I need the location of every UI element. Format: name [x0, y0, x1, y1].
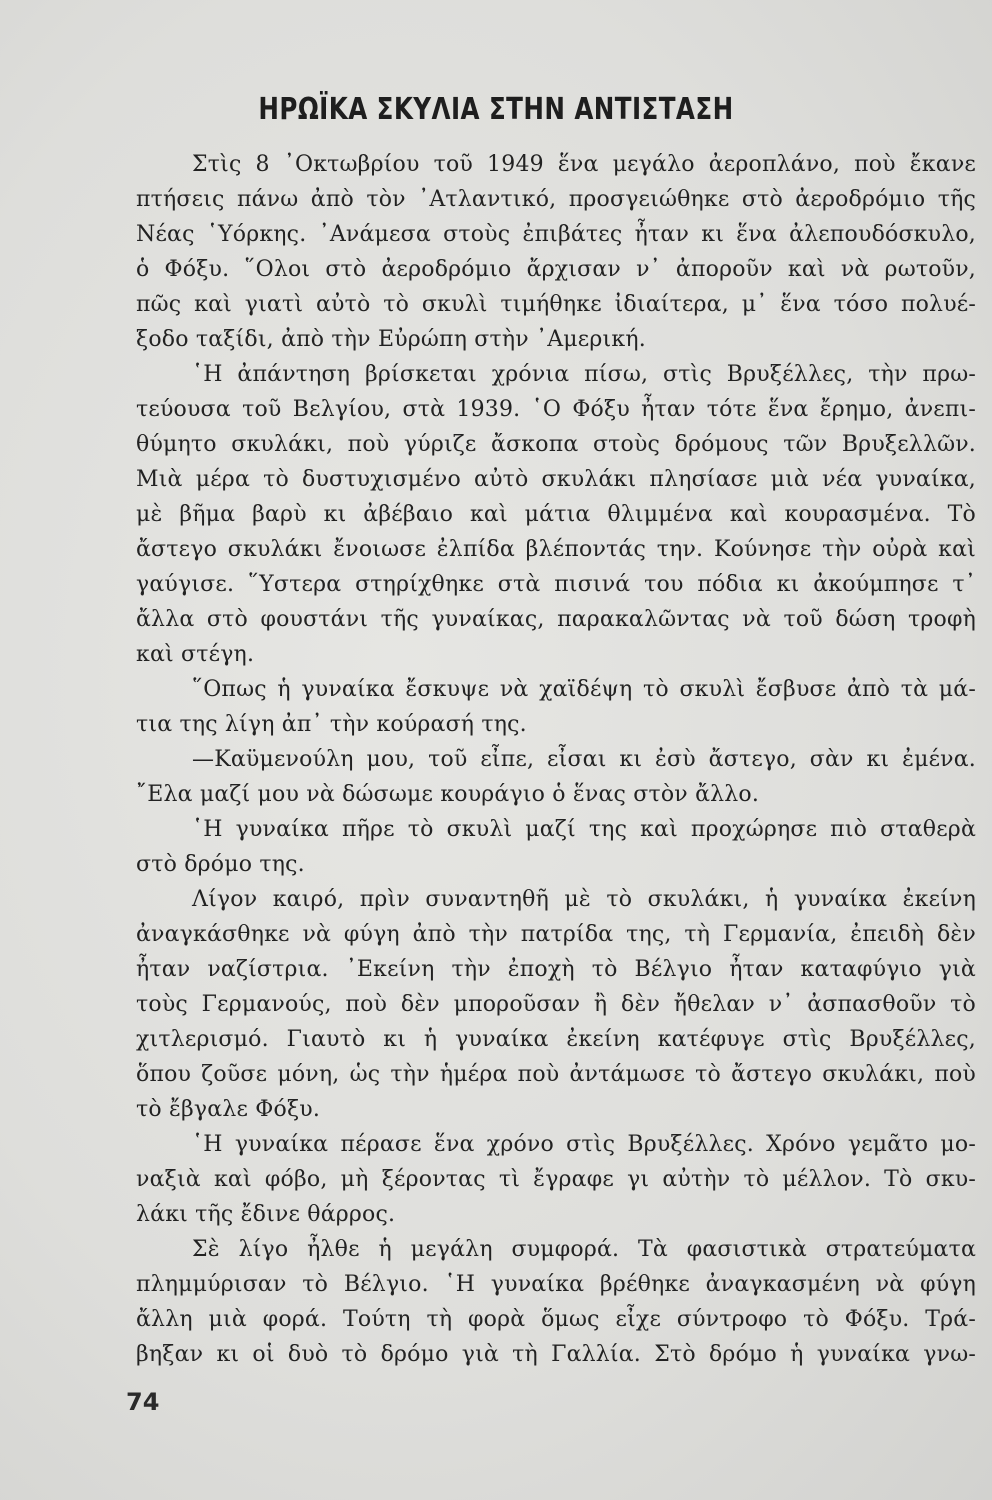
text-line: γαύγισε. ῞Υστερα στηρίχθηκε στὰ πισινά του πόδια κι ἀκούμπησε τ᾿ — [136, 572, 976, 597]
text-line: πλημμύρισαν τὸ Βέλγιο. ῾Η γυναίκα βρέθηκε ἀναγκασμένη νὰ φύγη — [136, 1272, 976, 1297]
text-line: τοὺς Γερμανούς, ποὺ δὲν μποροῦσαν ἢ δὲν ἤθελαν ν᾿ ἀσπασθοῦν τὸ — [136, 992, 976, 1017]
text-line: βηξαν κι οἱ δυὸ τὸ δρόμο γιὰ τὴ Γαλλία. Στὸ δρόμο ἡ γυναίκα γνω- — [136, 1342, 976, 1367]
text-line: καὶ στέγη. — [136, 642, 255, 667]
body-text — [136, 147, 976, 1372]
text-line: Σὲ λίγο ἦλθε ἡ μεγάλη συμφορά. Τὰ φασιστικὰ στρατεύματα — [192, 1237, 976, 1262]
text-line: ῎Ελα μαζί μου νὰ δώσωμε κουράγιο ὁ ἕνας στὸν ἄλλο. — [136, 782, 760, 807]
text-line: χιτλερισμό. Γιαυτὸ κι ἡ γυναίκα ἐκείνη κατέφυγε στὶς Βρυξέλλες, — [136, 1027, 976, 1052]
text-line: ἦταν ναζίστρια. ᾿Εκείνη τὴν ἐποχὴ τὸ Βέλγιο ἦταν καταφύγιο γιὰ — [136, 957, 976, 982]
text-line: Μιὰ μέρα τὸ δυστυχισμένο αὐτὸ σκυλάκι πλησίασε μιὰ νέα γυναίκα, — [136, 467, 976, 492]
text-line: Νέας ῾Υόρκης. ᾿Ανάμεσα στοὺς ἐπιβάτες ἦταν κι ἕνα ἀλεπουδόσκυλο, — [136, 222, 976, 247]
text-line: ἄστεγο σκυλάκι ἔνοιωσε ἐλπίδα βλέποντάς την. Κούνησε τὴν οὐρὰ καὶ — [136, 537, 976, 562]
text-line: ἄλλη μιὰ φορά. Τούτη τὴ φορὰ ὅμως εἶχε σύντροφο τὸ Φόξυ. Τρά- — [136, 1307, 976, 1332]
text-line: τεύουσα τοῦ Βελγίου, στὰ 1939. ῾Ο Φόξυ ἦταν τότε ἕνα ἔρημο, ἀνεπι- — [136, 397, 976, 422]
text-line: ναξιὰ καὶ φόβο, μὴ ξέροντας τὶ ἔγραφε γι αὐτὴν τὸ μέλλον. Τὸ σκυ- — [136, 1167, 976, 1192]
text-line: πῶς καὶ γιατὶ αὐτὸ τὸ σκυλὶ τιμήθηκε ἰδιαίτερα, μ᾿ ἕνα τόσο πολυέ- — [136, 292, 976, 317]
text-line: μὲ βῆμα βαρὺ κι ἀβέβαιο καὶ μάτια θλιμμένα καὶ κουρασμένα. Τὸ — [136, 502, 976, 527]
text-line: ξοδο ταξίδι, ἀπὸ τὴν Εὐρώπη στὴν ᾿Αμερική. — [136, 327, 646, 352]
text-line: ῞Οπως ἡ γυναίκα ἔσκυψε νὰ χαϊδέψη τὸ σκυλὶ ἔσβυσε ἀπὸ τὰ μά- — [192, 677, 976, 702]
text-line: Λίγον καιρό, πρὶν συναντηθῆ μὲ τὸ σκυλάκι, ἡ γυναίκα ἐκείνη — [192, 887, 976, 912]
text-line: Στὶς 8 ᾿Οκτωβρίου τοῦ 1949 ἕνα μεγάλο ἀεροπλάνο, ποὺ ἔκανε — [192, 152, 976, 177]
page-number: 74 — [126, 1388, 160, 1416]
text-line: ῾Η γυναίκα πέρασε ἕνα χρόνο στὶς Βρυξέλλες. Χρόνο γεμᾶτο μο- — [192, 1132, 976, 1157]
text-line: ἄλλα στὸ φουστάνι τῆς γυναίκας, παρακαλῶντας νὰ τοῦ δώση τροφὴ — [136, 607, 976, 632]
text-line: λάκι τῆς ἔδινε θάρρος. — [136, 1202, 396, 1227]
text-line: τια της λίγη ἀπ᾿ τὴν κούρασή της. — [136, 712, 527, 737]
text-line: πτήσεις πάνω ἀπὸ τὸν ᾿Ατλαντικό, προσγειώθηκε στὸ ἀεροδρόμιο τῆς — [136, 187, 976, 212]
chapter-title: ΗΡΩΪΚΑ ΣΚΥΛΙΑ ΣΤΗΝ ΑΝΤΙΣΤΑΣΗ — [258, 92, 734, 127]
text-line: στὸ δρόμο της. — [136, 852, 305, 877]
text-line: ῾Η γυναίκα πῆρε τὸ σκυλὶ μαζί της καὶ προχώρησε πιὸ σταθερὰ — [192, 817, 976, 842]
text-line: θύμητο σκυλάκι, ποὺ γύριζε ἄσκοπα στοὺς δρόμους τῶν Βρυξελλῶν. — [136, 432, 976, 457]
text-line: τὸ ἔβγαλε Φόξυ. — [136, 1097, 321, 1122]
text-line: —Καϋμενούλη μου, τοῦ εἶπε, εἶσαι κι ἐσὺ ἄστεγο, σὰν κι ἐμένα. — [192, 747, 976, 772]
text-line: ῾Η ἀπάντηση βρίσκεται χρόνια πίσω, στὶς Βρυξέλλες, τὴν πρω- — [192, 362, 976, 387]
text-line: ἀναγκάσθηκε νὰ φύγη ἀπὸ τὴν πατρίδα της, τὴ Γερμανία, ἐπειδὴ δὲν — [136, 922, 976, 947]
text-line: ὅπου ζοῦσε μόνη, ὡς τὴν ἡμέρα ποὺ ἀντάμωσε τὸ ἄστεγο σκυλάκι, ποὺ — [136, 1062, 976, 1087]
text-line: ὁ Φόξυ. ῞Ολοι στὸ ἀεροδρόμιο ἄρχισαν ν᾿ ἀποροῦν καὶ νὰ ρωτοῦν, — [136, 257, 976, 282]
